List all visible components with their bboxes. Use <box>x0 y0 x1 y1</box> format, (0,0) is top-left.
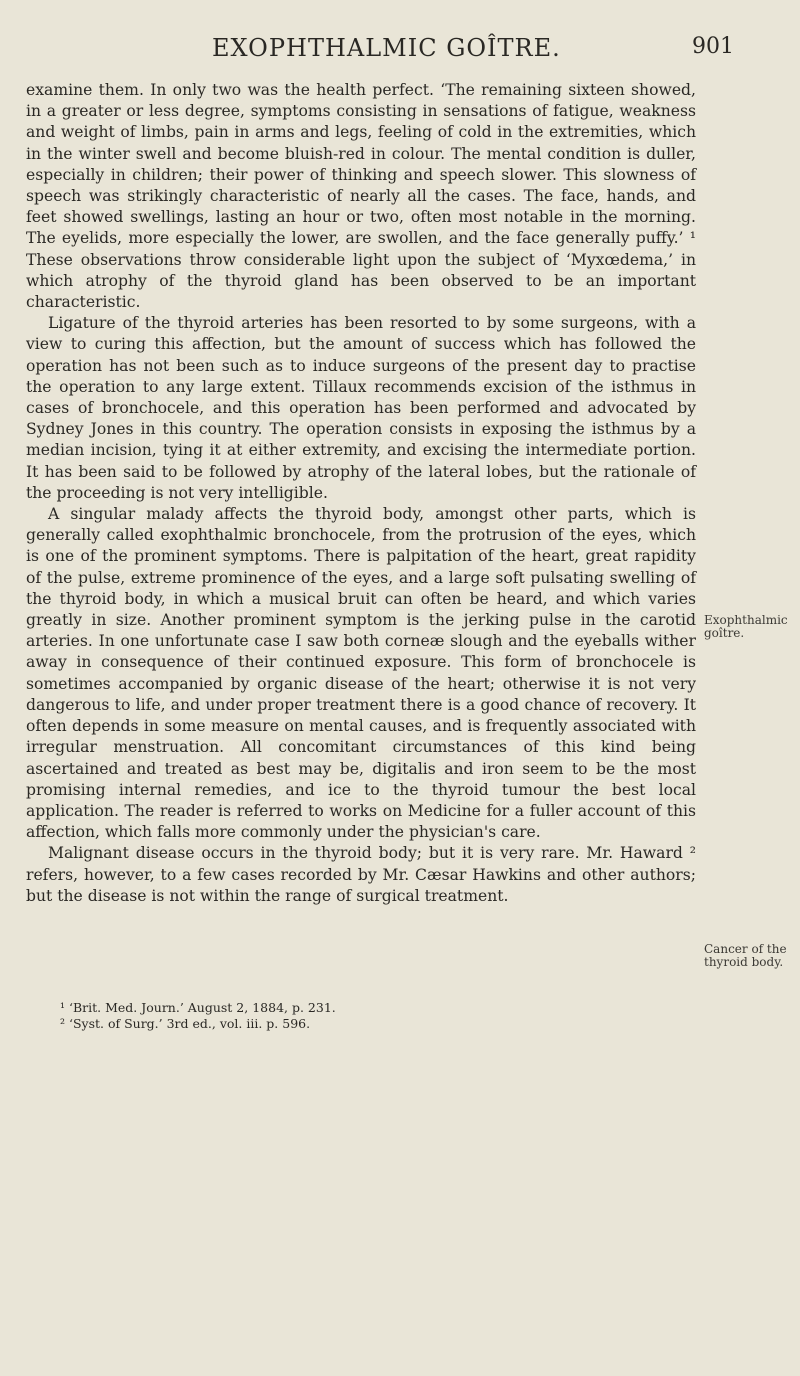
paragraph-myxoedema: examine them. In only two was the health perfect. ‘The remaining sixteen showed, in a greater or less degree, symptoms consisting in sensations of fatigue, weakness and weight of limbs, pain in arms and legs, feeling of cold in the extremities, which in the winter swell and become bluish-red in colour. The mental condition is duller, especially in children; their power of thinking and speech slower. This slowness of speech was strikingly characteristic of nearly all the cases. The face, hands, and feet showed swellings, lasting an hour or two, often most notable in the morning. The eyelids, more especially the lower, are swollen, and the face generally puffy.’ ¹ These observations throw considerable light upon the subject of ‘Myxœdema,’ in which atrophy of the thyroid gland has been observed to be an important characteristic. <box>26 81 696 312</box>
footnotes <box>40 1000 680 1032</box>
margin-note-exophthalmic: Exophthalmic goître. <box>704 613 788 640</box>
paragraph-ligature: Ligature of the thyroid arteries has been resorted to by some surgeons, with a view to curing this affection, but the amount of success which has followed the operation has not been such as to induce surgeons of the present day to practise the operation to any large extent. Tillaux recommends excision of the isthmus in cases of bronchocele, and this operation has been performed and advocated by Sydney Jones in this country. The operation consists in exposing the isthmus by a median incision, tying it at either extremity, and excising the intermediate portion. It has been said to be followed by atrophy of the lateral lobes, but the rationale of the proceeding is not very intelligible. <box>26 314 696 502</box>
footnote-2: ² ‘Syst. of Surg.’ 3rd ed., vol. iii. p. 596. <box>60 1016 311 1031</box>
running-title: EXOPHTHALMIC GOÎTRE. <box>212 34 561 62</box>
paragraph-exophthalmic: A singular malady affects the thyroid body, amongst other parts, which is generally called exophthalmic bronchocele, from the protrusion of the eyes, which is one of the prominent symptoms. There is palpitation of the heart, great rapidity of the pulse, extreme prominence of the eyes, and a large soft pulsating swelling of the thyroid body, in which a musical bruit can often be heard, and which varies greatly in size. Another prominent symptom is the jerking pulse in the carotid arteries. In one unfortunate case I saw both corneæ slough and the eyeballs wither away in consequence of their continued exposure. This form of bronchocele is sometimes accompanied by organic disease of the heart; otherwise it is not very dangerous to life, and under proper treatment there is a good chance of recovery. It often depends in some measure on mental causes, and is frequently associated with irregular menstruation. All concomitant circumstances of this kind being ascertained and treated as best may be, digitalis and iron seem to be the most promising internal remedies, and ice to the thyroid tumour the best local application. The reader is referred to works on Medicine for a fuller account of this affection, which falls more commonly under the physician's care. <box>26 505 696 842</box>
paragraph-malignant: Malignant disease occurs in the thyroid body; but it is very rare. Mr. Haward ² refers, however, to a few cases recorded by Mr. Cæsar Hawkins and other authors; but the disease is not within the range of surgical treatment. <box>26 844 696 905</box>
running-head <box>0 34 800 68</box>
footnote-1: ¹ ‘Brit. Med. Journ.’ August 2, 1884, p. 231. <box>60 1000 336 1015</box>
margin-note-cancer: Cancer of the thyroid body. <box>704 942 787 969</box>
page-number: 901 <box>692 34 734 59</box>
body-text <box>26 80 696 907</box>
